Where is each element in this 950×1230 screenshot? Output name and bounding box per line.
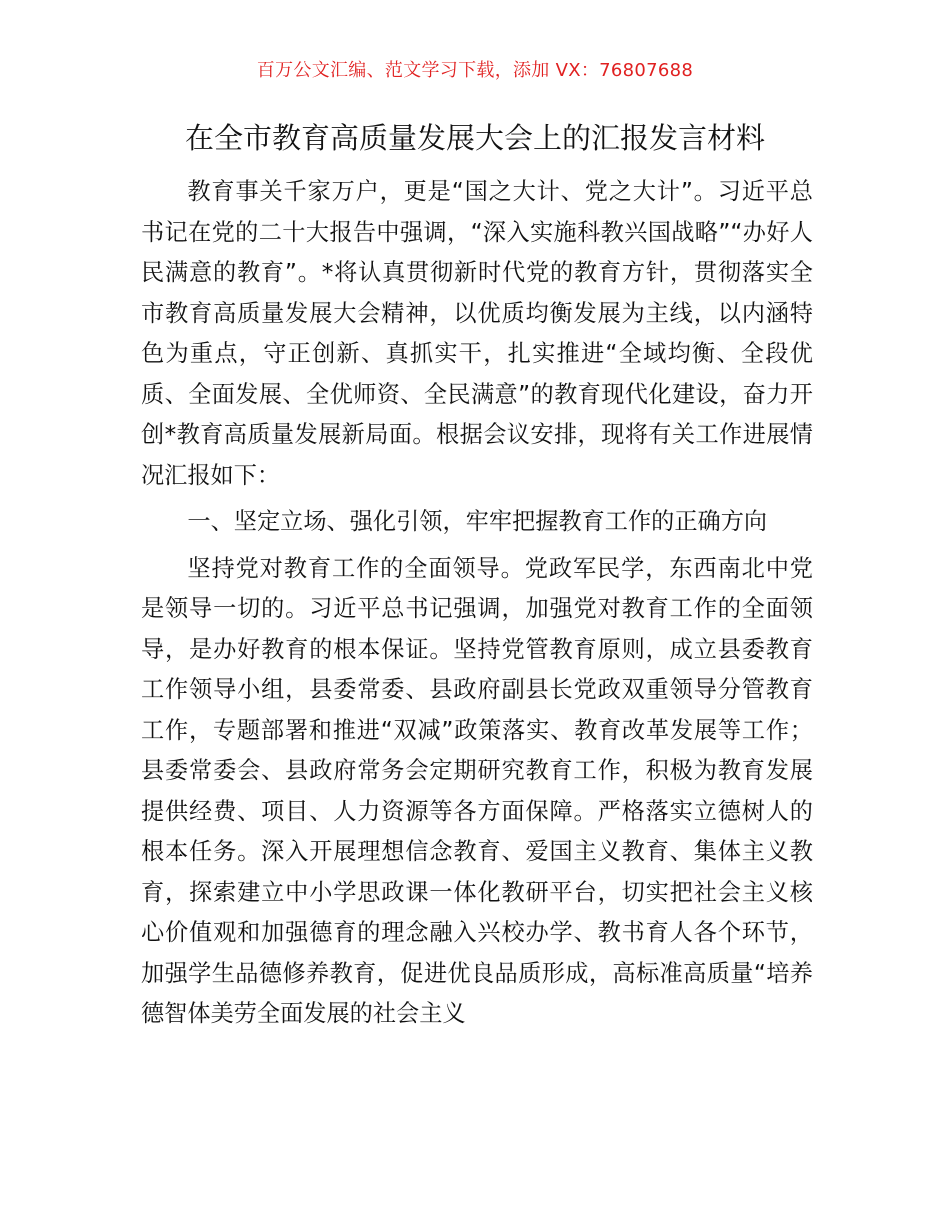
document-title: 在全市教育高质量发展大会上的汇报发言材料 xyxy=(184,121,765,155)
paragraph-intro: 教育事关千家万户，更是“国之大计、党之大计”。习近平总书记在党的二十大报告中强调，“深入实施科教兴国战略”“办好人民满意的教育”。*将认真贯彻新时代党的教育方针，贯彻落实全市教育高质量发展大会精神，以优质均衡发展为主线，以内涵特色为重点，守正创新、真抓实干，扎实推进“全域均衡、全段优质、全面发展、全优师资、全民满意”的教育现代化建设，奋力开创*教育高质量发展新局面。根据会议安排，现将有关工作进展情况汇报如下： xyxy=(141,178,813,489)
document-body xyxy=(141,172,813,1035)
watermark-header: 百万公文汇编、范文学习下载，添加 VX：76807688 xyxy=(256,60,694,81)
section-heading-1: 一、坚定立场、强化引领，牢牢把握教育工作的正确方向 xyxy=(187,508,768,535)
paragraph-section-1: 坚持党对教育工作的全面领导。党政军民学，东西南北中党是领导一切的。习近平总书记强调，加强党对教育工作的全面领导，是办好教育的根本保证。坚持党管教育原则，成立县委教育工作领导小组，县委常委、县政府副县长党政双重领导分管教育工作，专题部署和推进“双减”政策落实、教育改革发展等工作；县委常委会、县政府常务会定期研究教育工作，积极为教育发展提供经费、项目、人力资源等各方面保障。严格落实立德树人的根本任务。深入开展理想信念教育、爱国主义教育、集体主义教育，探索建立中小学思政课一体化教研平台，切实把社会主义核心价值观和加强德育的理念融入兴校办学、教书育人各个环节，加强学生品德修养教育，促进优良品质形成，高标准高质量“培养德智体美劳全面发展的社会主义 xyxy=(141,554,813,1027)
